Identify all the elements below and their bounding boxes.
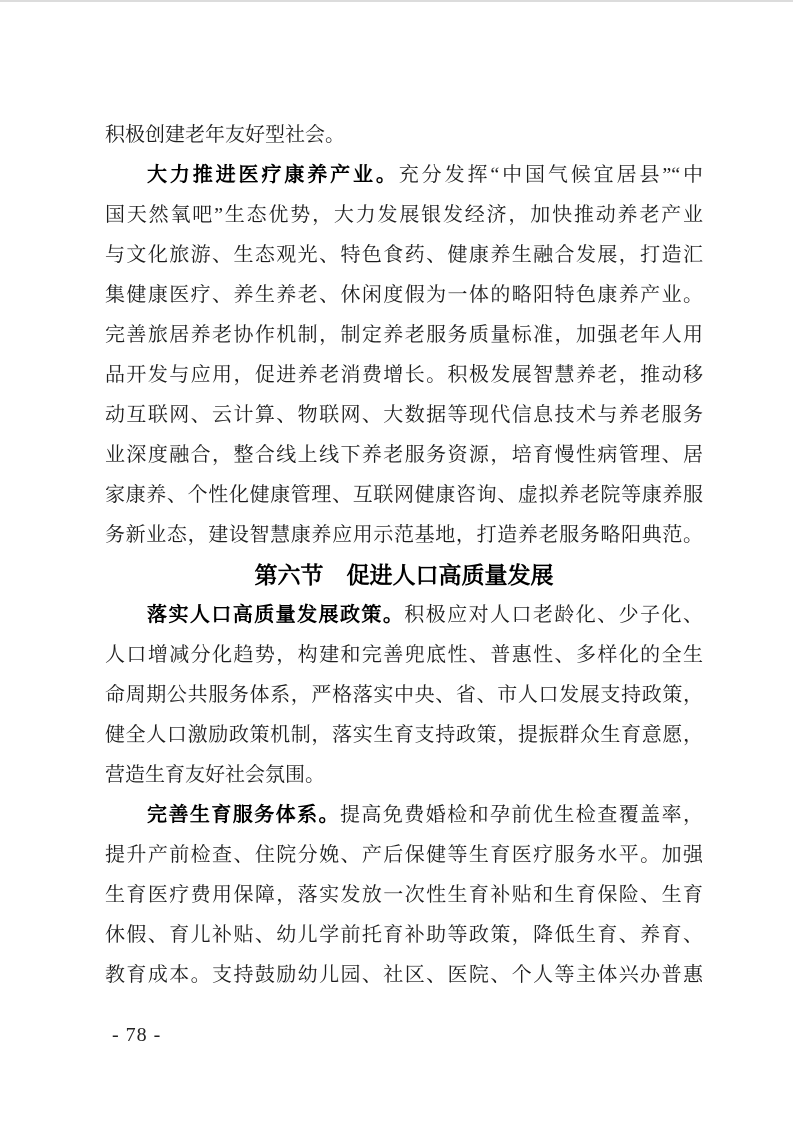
line-text: 国天然氧吧”生态优势，大力发展银发经济，加快推动养老产业 [105, 204, 703, 226]
line-text: 家康养、个性化健康管理、互联网健康咨询、虚拟养老院等康养服 [105, 484, 703, 506]
line-text: 业深度融合，整合线上线下养老服务资源，培育慢性病管理、居 [105, 444, 703, 466]
body-line [105, 715, 703, 755]
body-line [105, 115, 703, 155]
line-text: 提升产前检查、住院分娩、产后保健等生育医疗服务水平。加强 [105, 844, 703, 866]
section-heading [105, 555, 703, 595]
paragraph-lead: 完善生育服务体系。 [147, 804, 340, 826]
line-text: 动互联网、云计算、物联网、大数据等现代信息技术与养老服务 [105, 404, 703, 426]
line-text: 积极应对人口老龄化、少子化、 [404, 604, 704, 626]
line-text: 营造生育友好社会氛围。 [105, 764, 325, 786]
body-line [105, 355, 703, 395]
paragraph-lead-line [105, 595, 703, 635]
body-line [105, 955, 703, 995]
line-text: 教育成本。支持鼓励幼儿园、社区、医院、个人等主体兴办普惠 [105, 964, 703, 986]
line-text: 务新业态，建设智慧康养应用示范基地，打造养老服务略阳典范。 [105, 524, 703, 546]
paragraph-lead: 落实人口高质量发展政策。 [147, 604, 405, 626]
document-text-block [105, 115, 703, 995]
body-line [105, 275, 703, 315]
line-text: 集健康医疗、养生养老、休闲度假为一体的略阳特色康养产业。 [105, 284, 703, 306]
line-text: 品开发与应用，促进养老消费增长。积极发展智慧养老，推动移 [105, 364, 703, 386]
body-line [105, 915, 703, 955]
line-text: 命周期公共服务体系，严格落实中央、省、市人口发展支持政策， [105, 684, 703, 706]
line-text: 人口增减分化趋势，构建和完善兜底性、普惠性、多样化的全生 [105, 644, 703, 666]
page-number: - 78 - [112, 1024, 162, 1046]
body-line [105, 475, 703, 515]
line-text: 休假、育儿补贴、幼儿学前托育补助等政策，降低生育、养育、 [105, 924, 703, 946]
body-line [105, 675, 703, 715]
body-line [105, 315, 703, 355]
line-text: 健全人口激励政策机制，落实生育支持政策，提振群众生育意愿， [105, 724, 703, 746]
paragraph-lead-line [105, 795, 703, 835]
paragraph-lead: 大力推进医疗康养产业。 [147, 164, 399, 186]
body-line [105, 195, 703, 235]
line-text: 提高免费婚检和孕前优生检查覆盖率， [339, 804, 704, 826]
body-line [105, 635, 703, 675]
line-text: 完善旅居养老协作机制，制定养老服务质量标准，加强老年人用 [105, 324, 703, 346]
section-heading-text: 第六节 促进人口高质量发展 [254, 562, 554, 588]
body-line [105, 235, 703, 275]
body-line [105, 515, 703, 555]
line-text: 积极创建老年友好型社会。 [105, 124, 345, 146]
body-line [105, 395, 703, 435]
line-text: 充分发挥“中国气候宜居县”“中 [398, 164, 703, 186]
body-line [105, 875, 703, 915]
body-line [105, 435, 703, 475]
body-line [105, 835, 703, 875]
paragraph-lead-line [105, 155, 703, 195]
line-text: 与文化旅游、生态观光、特色食药、健康养生融合发展，打造汇 [105, 244, 703, 266]
line-text: 生育医疗费用保障，落实发放一次性生育补贴和生育保险、生育 [105, 884, 703, 906]
body-line [105, 755, 703, 795]
